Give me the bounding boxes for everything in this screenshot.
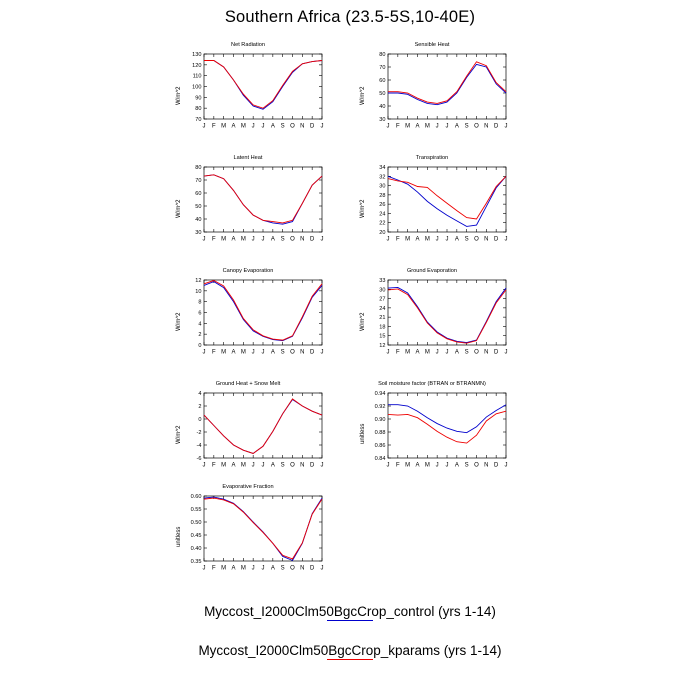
svg-text:0.45: 0.45 <box>190 533 202 539</box>
plot-area <box>352 381 512 476</box>
svg-text:N: N <box>484 462 489 469</box>
panel-title: Ground Heat + Snow Melt <box>215 381 281 387</box>
svg-text:34: 34 <box>379 165 386 171</box>
svg-text:F: F <box>211 349 216 356</box>
svg-text:N: N <box>484 349 489 356</box>
svg-text:D: D <box>309 349 315 356</box>
series-line <box>204 498 322 559</box>
plot-area <box>168 155 328 250</box>
svg-text:J: J <box>261 565 265 572</box>
svg-text:M: M <box>424 123 430 130</box>
svg-text:S: S <box>280 462 285 469</box>
svg-text:A: A <box>454 349 459 356</box>
svg-text:J: J <box>386 349 390 356</box>
svg-text:0.84: 0.84 <box>374 456 386 462</box>
svg-text:O: O <box>290 349 295 356</box>
legend-label: Myccost_I2000Clm50BgcCrop_kparams (yrs 1-14) <box>198 643 502 658</box>
chart-panel <box>352 381 512 476</box>
svg-text:A: A <box>454 123 459 130</box>
svg-text:O: O <box>474 123 479 130</box>
svg-text:70: 70 <box>195 117 202 123</box>
svg-text:A: A <box>231 565 236 572</box>
svg-text:S: S <box>280 123 285 130</box>
svg-text:J: J <box>445 349 449 356</box>
svg-text:0: 0 <box>198 417 202 423</box>
svg-text:70: 70 <box>379 65 386 71</box>
svg-text:24: 24 <box>379 305 386 312</box>
svg-text:M: M <box>221 462 227 469</box>
svg-text:J: J <box>251 462 255 469</box>
svg-text:N: N <box>300 462 305 469</box>
series-line <box>388 176 506 219</box>
svg-text:M: M <box>240 565 246 572</box>
chart-panel <box>352 42 512 137</box>
svg-text:J: J <box>386 123 390 130</box>
svg-text:J: J <box>504 123 508 130</box>
svg-text:32: 32 <box>379 174 386 181</box>
svg-text:J: J <box>202 123 206 130</box>
svg-text:12: 12 <box>195 278 202 284</box>
svg-text:O: O <box>290 236 295 243</box>
svg-text:4: 4 <box>198 321 202 328</box>
svg-text:J: J <box>435 462 439 469</box>
svg-text:O: O <box>290 565 295 572</box>
svg-text:F: F <box>211 462 216 469</box>
svg-text:F: F <box>211 236 216 243</box>
y-axis-label: W/m^2 <box>360 199 366 218</box>
svg-text:18: 18 <box>379 324 386 331</box>
svg-text:D: D <box>309 462 315 469</box>
panel-title: Evaporative Fraction <box>222 484 274 490</box>
legend-entry <box>204 604 496 619</box>
svg-text:J: J <box>261 462 265 469</box>
series-line <box>388 62 506 104</box>
svg-text:O: O <box>474 462 479 469</box>
svg-text:0.88: 0.88 <box>374 430 386 436</box>
svg-text:F: F <box>395 349 400 356</box>
svg-text:40: 40 <box>379 104 386 110</box>
svg-text:N: N <box>300 236 305 243</box>
svg-text:M: M <box>405 462 411 469</box>
svg-text:J: J <box>320 349 324 356</box>
svg-text:N: N <box>300 123 305 130</box>
y-axis-label: unitless <box>360 423 366 444</box>
svg-text:A: A <box>454 236 459 243</box>
y-axis-label: W/m^2 <box>176 425 182 444</box>
svg-text:J: J <box>386 236 390 243</box>
panel-title: Transpiration <box>415 155 449 161</box>
svg-text:M: M <box>221 236 227 243</box>
svg-text:D: D <box>309 123 315 130</box>
svg-text:S: S <box>280 565 285 572</box>
svg-text:12: 12 <box>379 343 386 349</box>
plot-area <box>168 268 328 363</box>
figure-legend <box>0 592 700 670</box>
svg-text:J: J <box>504 236 508 243</box>
series-line <box>204 175 322 223</box>
svg-text:M: M <box>405 123 411 130</box>
svg-text:A: A <box>270 236 275 243</box>
plot-area <box>352 42 512 137</box>
svg-text:A: A <box>454 462 459 469</box>
svg-text:0.86: 0.86 <box>374 443 386 449</box>
svg-text:A: A <box>415 123 420 130</box>
svg-text:D: D <box>493 236 499 243</box>
svg-text:24: 24 <box>379 211 386 218</box>
svg-text:J: J <box>445 123 449 130</box>
svg-text:26: 26 <box>379 202 386 209</box>
svg-text:130: 130 <box>192 52 202 58</box>
svg-text:50: 50 <box>195 204 202 210</box>
svg-text:22: 22 <box>379 220 386 227</box>
svg-text:80: 80 <box>379 52 386 58</box>
svg-text:A: A <box>270 565 275 572</box>
svg-text:6: 6 <box>198 310 202 317</box>
y-axis-label: unitless <box>176 526 182 547</box>
svg-text:J: J <box>261 236 265 243</box>
svg-text:70: 70 <box>195 178 202 184</box>
y-axis-label: W/m^2 <box>176 312 182 331</box>
legend-row <box>0 637 700 664</box>
svg-text:J: J <box>320 236 324 243</box>
svg-text:15: 15 <box>379 333 386 340</box>
svg-text:30: 30 <box>195 230 202 236</box>
legend-label: Myccost_I2000Clm50BgcCrop_control (yrs 1-14) <box>204 604 496 619</box>
svg-text:0.50: 0.50 <box>190 520 202 526</box>
svg-text:O: O <box>474 349 479 356</box>
svg-text:-2: -2 <box>196 430 202 436</box>
svg-text:J: J <box>504 462 508 469</box>
svg-text:O: O <box>290 462 295 469</box>
svg-text:30: 30 <box>379 287 386 294</box>
svg-text:S: S <box>464 462 469 469</box>
y-axis-label: W/m^2 <box>360 312 366 331</box>
svg-text:F: F <box>395 462 400 469</box>
panel-title: Net Radiation <box>231 42 265 48</box>
svg-text:0.60: 0.60 <box>190 494 202 500</box>
svg-text:8: 8 <box>198 299 202 306</box>
legend-color-swatch <box>327 659 373 660</box>
panel-title: Sensible Heat <box>414 42 450 48</box>
svg-text:100: 100 <box>192 84 202 91</box>
svg-text:J: J <box>202 462 206 469</box>
svg-text:F: F <box>211 123 216 130</box>
svg-text:J: J <box>202 236 206 243</box>
svg-text:0.55: 0.55 <box>190 507 202 513</box>
svg-text:28: 28 <box>379 192 386 199</box>
svg-text:J: J <box>320 462 324 469</box>
svg-text:-4: -4 <box>196 443 202 449</box>
chart-panel <box>168 42 328 137</box>
panel-title: Latent Heat <box>233 155 263 161</box>
svg-text:80: 80 <box>195 165 202 171</box>
svg-text:60: 60 <box>379 78 386 84</box>
svg-text:M: M <box>424 349 430 356</box>
svg-text:0.92: 0.92 <box>374 404 386 410</box>
legend-row <box>0 598 700 625</box>
svg-text:50: 50 <box>379 91 386 97</box>
svg-text:N: N <box>300 349 305 356</box>
svg-text:40: 40 <box>195 217 202 223</box>
svg-text:J: J <box>251 349 255 356</box>
svg-text:J: J <box>261 123 265 130</box>
svg-text:S: S <box>464 236 469 243</box>
svg-text:33: 33 <box>379 278 386 284</box>
svg-text:S: S <box>464 349 469 356</box>
svg-text:S: S <box>464 123 469 130</box>
svg-text:J: J <box>320 565 324 572</box>
svg-text:0.94: 0.94 <box>374 391 386 397</box>
series-line <box>204 281 322 341</box>
svg-text:J: J <box>445 462 449 469</box>
svg-text:M: M <box>221 565 227 572</box>
svg-text:2: 2 <box>198 332 202 339</box>
svg-text:J: J <box>261 349 265 356</box>
series-line <box>204 399 322 454</box>
svg-text:N: N <box>300 565 305 572</box>
svg-text:M: M <box>405 236 411 243</box>
svg-text:A: A <box>231 349 236 356</box>
svg-text:D: D <box>493 462 499 469</box>
svg-text:0.40: 0.40 <box>190 546 202 552</box>
svg-text:120: 120 <box>192 62 202 69</box>
svg-text:M: M <box>240 123 246 130</box>
svg-text:M: M <box>405 349 411 356</box>
page-title: Southern Africa (23.5-5S,10-40E) <box>224 8 476 26</box>
svg-text:O: O <box>290 123 295 130</box>
svg-text:10: 10 <box>195 288 202 295</box>
y-axis-label: W/m^2 <box>176 199 182 218</box>
series-line <box>388 405 506 433</box>
svg-text:D: D <box>309 236 315 243</box>
svg-text:A: A <box>270 462 275 469</box>
svg-text:0.90: 0.90 <box>374 417 386 423</box>
panel-title: Ground Evaporation <box>406 268 458 274</box>
legend-color-swatch <box>327 620 373 621</box>
svg-text:J: J <box>435 123 439 130</box>
svg-text:S: S <box>280 349 285 356</box>
svg-text:0.35: 0.35 <box>190 559 202 565</box>
svg-text:A: A <box>270 123 275 130</box>
svg-text:A: A <box>415 349 420 356</box>
svg-text:N: N <box>484 123 489 130</box>
svg-text:M: M <box>424 462 430 469</box>
svg-text:M: M <box>424 236 430 243</box>
series-line <box>388 64 506 104</box>
svg-text:27: 27 <box>379 296 386 303</box>
svg-text:D: D <box>309 565 315 572</box>
svg-text:J: J <box>202 565 206 572</box>
svg-text:J: J <box>435 349 439 356</box>
series-line <box>204 497 322 560</box>
svg-text:J: J <box>386 462 390 469</box>
series-line <box>204 400 322 454</box>
svg-text:J: J <box>320 123 324 130</box>
svg-text:N: N <box>484 236 489 243</box>
y-axis-label: W/m^2 <box>360 86 366 105</box>
plot-area <box>352 155 512 250</box>
svg-text:2: 2 <box>198 404 202 410</box>
svg-text:O: O <box>474 236 479 243</box>
plot-area <box>168 381 328 476</box>
svg-text:M: M <box>221 123 227 130</box>
chart-panel <box>168 381 328 476</box>
svg-text:A: A <box>415 462 420 469</box>
svg-text:D: D <box>493 123 499 130</box>
chart-panel <box>352 268 512 363</box>
plot-area <box>352 268 512 363</box>
svg-text:4: 4 <box>198 391 202 397</box>
svg-text:M: M <box>240 462 246 469</box>
svg-text:90: 90 <box>195 95 202 102</box>
svg-text:F: F <box>395 236 400 243</box>
svg-text:A: A <box>270 349 275 356</box>
svg-text:S: S <box>280 236 285 243</box>
svg-text:M: M <box>221 349 227 356</box>
svg-text:30: 30 <box>379 183 386 190</box>
svg-text:80: 80 <box>195 106 202 113</box>
svg-text:J: J <box>251 236 255 243</box>
chart-panel <box>352 155 512 250</box>
svg-text:F: F <box>395 123 400 130</box>
legend-entry <box>198 643 501 658</box>
svg-text:A: A <box>231 462 236 469</box>
svg-text:110: 110 <box>192 73 202 80</box>
svg-text:0: 0 <box>198 343 202 349</box>
svg-text:J: J <box>202 349 206 356</box>
series-line <box>388 289 506 343</box>
svg-text:J: J <box>251 123 255 130</box>
series-line <box>204 61 322 109</box>
plot-area <box>168 484 328 579</box>
series-line <box>388 176 506 226</box>
svg-text:M: M <box>240 349 246 356</box>
panel-title: Soil moisture factor (BTRAN or BTRANMN) <box>378 381 486 387</box>
svg-text:21: 21 <box>379 315 386 322</box>
svg-text:30: 30 <box>379 117 386 123</box>
svg-text:-6: -6 <box>196 456 202 462</box>
svg-text:D: D <box>493 349 499 356</box>
svg-text:20: 20 <box>379 230 386 236</box>
panel-title: Canopy Evaporation <box>222 268 274 274</box>
series-line <box>388 287 506 342</box>
svg-text:J: J <box>435 236 439 243</box>
svg-text:A: A <box>231 123 236 130</box>
svg-text:J: J <box>504 349 508 356</box>
y-axis-label: W/m^2 <box>176 86 182 105</box>
chart-panel <box>168 155 328 250</box>
svg-text:J: J <box>251 565 255 572</box>
svg-text:A: A <box>231 236 236 243</box>
plot-area <box>168 42 328 137</box>
svg-text:M: M <box>240 236 246 243</box>
chart-panel <box>168 484 328 579</box>
series-line <box>204 282 322 341</box>
svg-text:A: A <box>415 236 420 243</box>
chart-panel <box>168 268 328 363</box>
svg-text:F: F <box>211 565 216 572</box>
svg-text:60: 60 <box>195 191 202 197</box>
svg-text:J: J <box>445 236 449 243</box>
series-line <box>204 61 322 110</box>
